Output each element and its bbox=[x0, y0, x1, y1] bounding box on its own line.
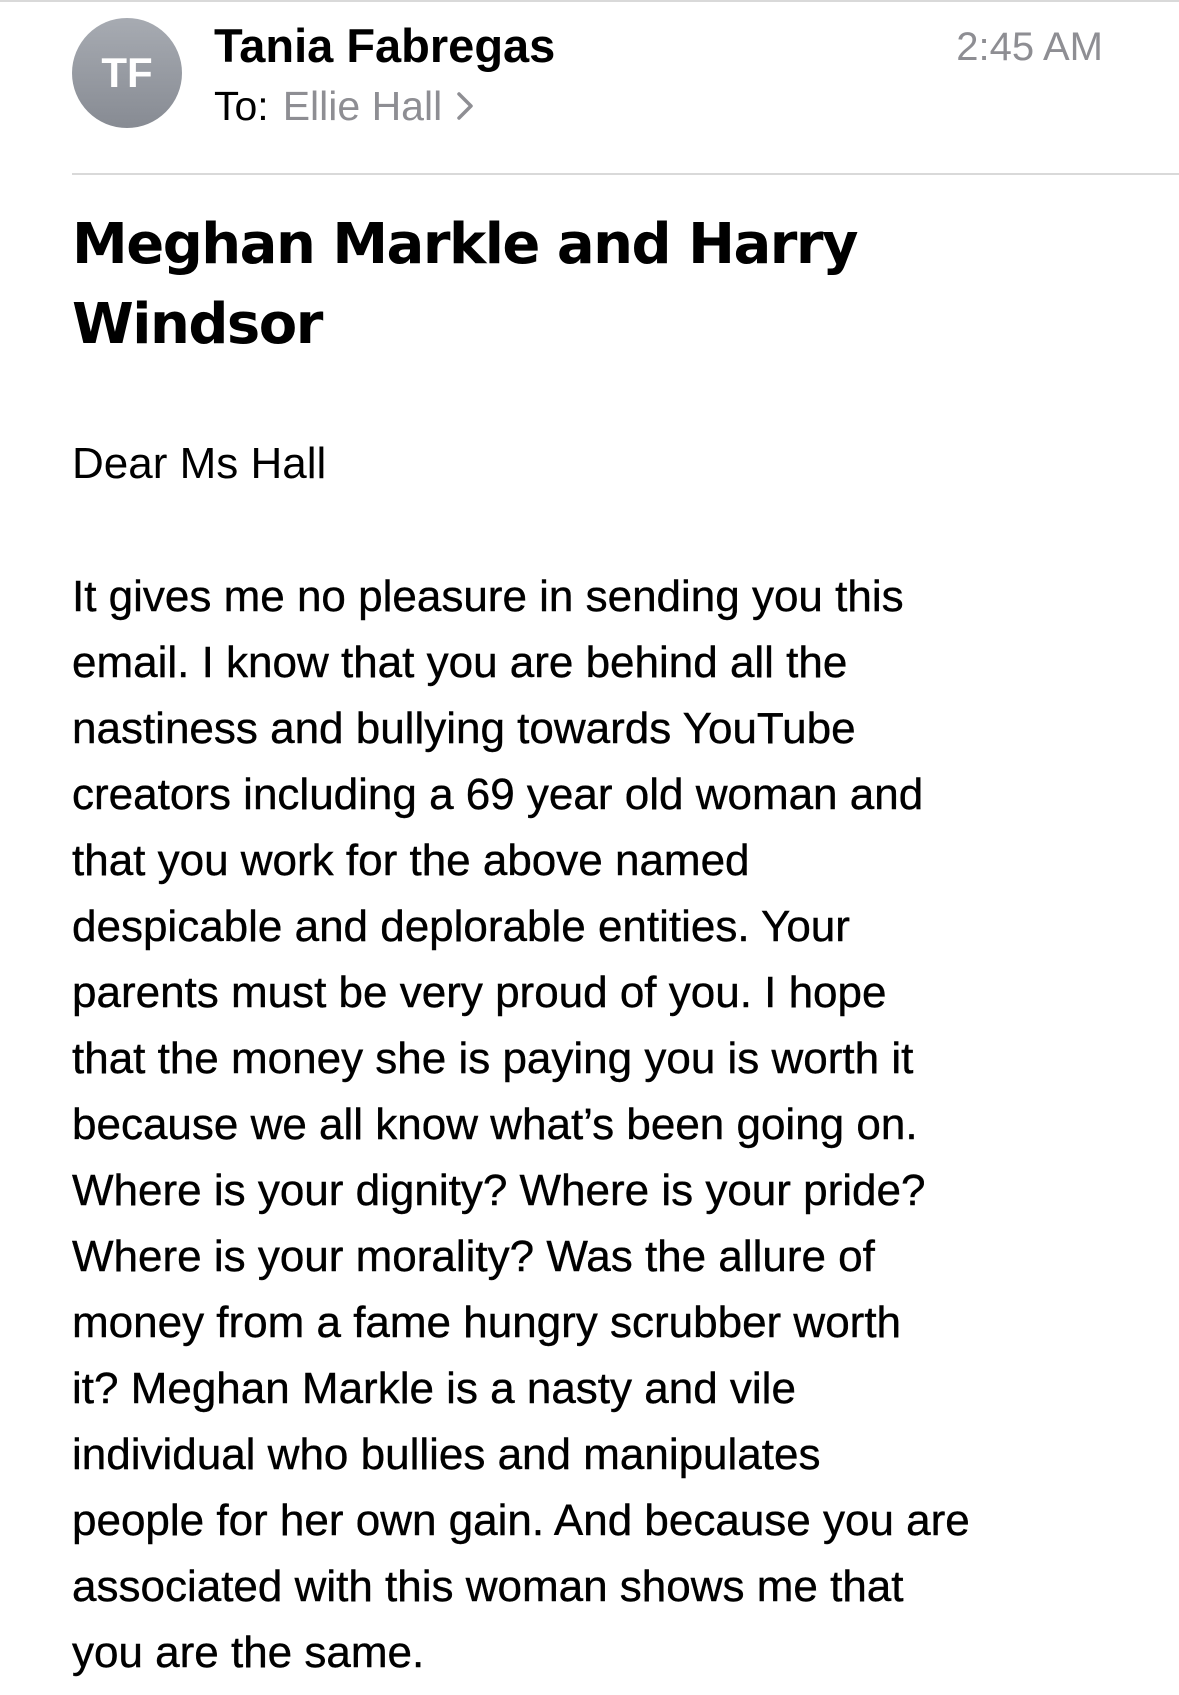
message-header bbox=[0, 0, 1179, 174]
message-body bbox=[72, 564, 1162, 1686]
body-line: creators including a 69 year old woman and bbox=[72, 770, 924, 819]
subject-line: Meghan Markle and Harry bbox=[72, 212, 857, 277]
to-label: To: bbox=[214, 83, 269, 129]
body-line: parents must be very proud of you. I hope bbox=[72, 968, 887, 1017]
body-line: you are the same. bbox=[72, 1628, 425, 1677]
body-line: money from a fame hungry scrubber worth bbox=[72, 1298, 902, 1347]
body-line: people for her own gain. And because you are bbox=[72, 1496, 970, 1545]
body-line: despicable and deplorable entities. Your bbox=[72, 902, 850, 951]
body-line: nastiness and bullying towards YouTube bbox=[72, 704, 856, 753]
recipients-row[interactable] bbox=[214, 78, 474, 134]
avatar-initials: TF bbox=[101, 49, 153, 96]
body-line: Where is your morality? Was the allure of bbox=[72, 1232, 875, 1281]
body-line: It gives me no pleasure in sending you this bbox=[72, 572, 904, 621]
body-line: it? Meghan Markle is a nasty and vile bbox=[72, 1364, 796, 1413]
chevron-right-icon[interactable] bbox=[456, 91, 474, 121]
sender-avatar[interactable] bbox=[72, 18, 182, 128]
body-line: that the money she is paying you is worth it bbox=[72, 1034, 914, 1083]
body-line: that you work for the above named bbox=[72, 836, 750, 885]
body-line: individual who bullies and manipulates bbox=[72, 1430, 821, 1479]
message-subject bbox=[72, 205, 1132, 365]
sender-name[interactable]: Tania Fabregas bbox=[214, 19, 556, 72]
body-line: Where is your dignity? Where is your pride? bbox=[72, 1166, 926, 1215]
recipient-name[interactable]: Ellie Hall bbox=[282, 83, 443, 129]
body-line: associated with this woman shows me that bbox=[72, 1562, 904, 1611]
message-greeting: Dear Ms Hall bbox=[72, 439, 327, 488]
header-divider bbox=[72, 173, 1179, 175]
body-line: email. I know that you are behind all the bbox=[72, 638, 848, 687]
message-time: 2:45 AM bbox=[956, 25, 1103, 69]
body-line: because we all know what’s been going on. bbox=[72, 1100, 918, 1149]
subject-line: Windsor bbox=[72, 292, 322, 357]
